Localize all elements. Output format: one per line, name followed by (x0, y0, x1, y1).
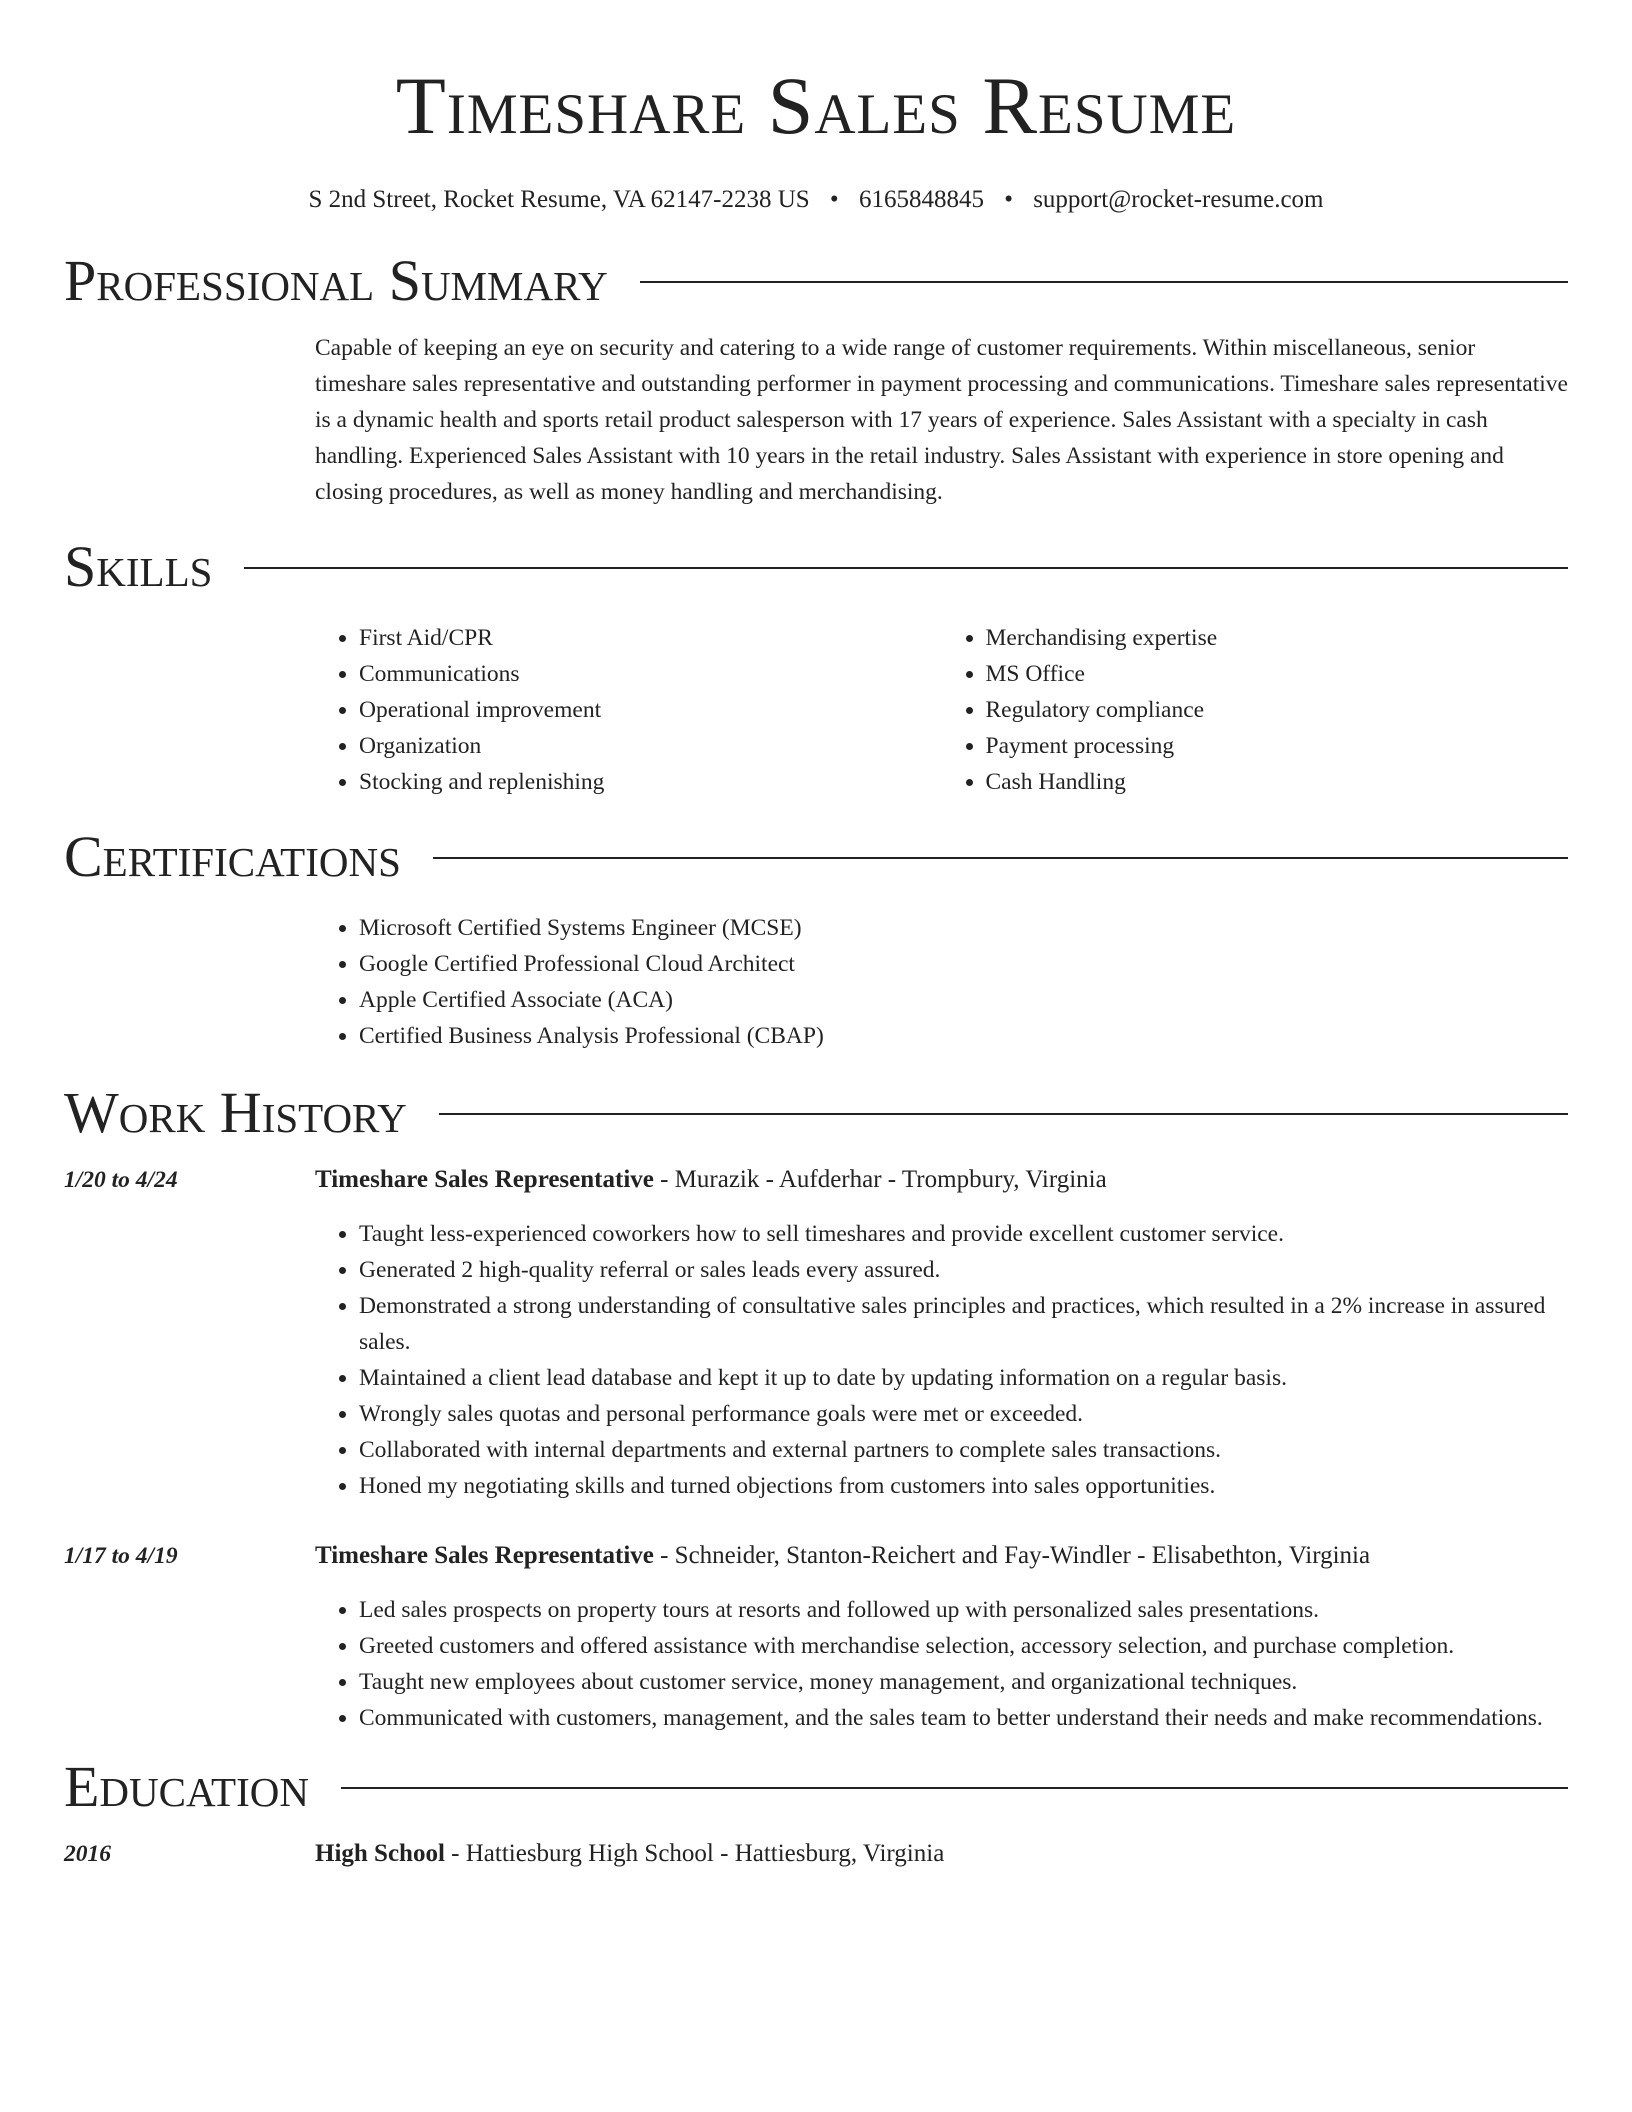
education-body (64, 1836, 1568, 1872)
contact-phone: 6165848845 (858, 186, 984, 213)
job-title: Timeshare Sales Representative (315, 1542, 654, 1569)
job-content (315, 1162, 1568, 1504)
work-header (64, 1082, 1568, 1144)
certification-item: • Apple Certified Associate (ACA) (359, 982, 1568, 1018)
job-bullet: • Led sales prospects on property tours at resorts and followed up with personalized sales presentations. (359, 1592, 1568, 1628)
education-header-line (315, 1836, 1568, 1872)
job-title: Timeshare Sales Representative (315, 1166, 654, 1193)
education-details: - Hattiesburg High School - Hattiesburg, Virginia (444, 1840, 945, 1867)
job-header (315, 1162, 1568, 1198)
certifications-section (64, 826, 1568, 1054)
work-heading: Work History (64, 1080, 407, 1145)
section-divider (433, 857, 1568, 859)
education-section (64, 1756, 1568, 1872)
certifications-body (315, 910, 1568, 1054)
work-section (64, 1082, 1568, 1736)
section-divider (341, 1787, 1568, 1789)
skill-item: • First Aid/CPR (359, 620, 942, 656)
skill-item: • Cash Handling (986, 764, 1569, 800)
summary-header (64, 250, 1568, 312)
skill-item: • Merchandising expertise (986, 620, 1569, 656)
section-divider (244, 567, 1568, 569)
job-dates: 1/17 to 4/19 (64, 1543, 178, 1569)
resume-title: Timeshare Sales Resume (395, 60, 1237, 151)
job-header (315, 1538, 1568, 1574)
skills-grid (315, 620, 1568, 800)
section-divider (640, 281, 1568, 283)
education-header (64, 1756, 1568, 1818)
contact-email: support@rocket-resume.com (1033, 186, 1324, 213)
job-entry (64, 1538, 1568, 1736)
contact-line (64, 184, 1568, 216)
certification-item: • Microsoft Certified Systems Engineer (MCSE) (359, 910, 1568, 946)
job-bullets (315, 1216, 1568, 1504)
education-year: 2016 (64, 1841, 111, 1867)
skill-item: • MS Office (986, 656, 1569, 692)
job-bullet: • Generated 2 high-quality referral or sales leads every assured. (359, 1252, 1568, 1288)
skill-item: • Communications (359, 656, 942, 692)
contact-separator: • (1004, 186, 1013, 213)
contact-address: S 2nd Street, Rocket Resume, VA 62147-2238 US (308, 186, 810, 213)
certifications-heading: Certifications (64, 824, 401, 889)
skill-item: • Stocking and replenishing (359, 764, 942, 800)
skill-item: • Operational improvement (359, 692, 942, 728)
job-dates: 1/20 to 4/24 (64, 1167, 178, 1193)
contact-separator: • (829, 186, 839, 213)
job-details: - Schneider, Stanton-Reichert and Fay-Windler - Elisabethton, Virginia (653, 1542, 1371, 1569)
summary-body (315, 330, 1568, 510)
summary-heading: Professional Summary (64, 248, 608, 313)
job-entry (64, 1162, 1568, 1504)
certification-item: • Google Certified Professional Cloud Architect (359, 946, 1568, 982)
job-bullet: • Taught new employees about customer service, money management, and organizational techniques. (359, 1664, 1568, 1700)
skill-item: • Organization (359, 728, 942, 764)
education-content (315, 1836, 1568, 1872)
job-bullet: • Collaborated with internal departments and external partners to complete sales transactions. (359, 1432, 1568, 1468)
job-bullet: • Communicated with customers, management, and the sales team to better understand their needs and make recommendations. (359, 1700, 1568, 1736)
job-bullet: • Demonstrated a strong understanding of consultative sales principles and practices, which resulted in a 2% increase in assured sales. (359, 1288, 1568, 1360)
section-divider (439, 1113, 1568, 1115)
skills-list-right (942, 620, 1569, 800)
job-bullet: • Wrongly sales quotas and personal performance goals were met or exceeded. (359, 1396, 1568, 1432)
certifications-list (315, 910, 1568, 1054)
summary-text: Capable of keeping an eye on security and catering to a wide range of customer requirements. Within miscellaneous, senior timeshare sales representative and outstanding performer in payment processing and communications. Timeshare sales representative is a dynamic health and sports retail product salesperson with 17 years of experience. Sales Assistant with a specialty in cash handling. Experienced Sales Assistant with 10 years in the retail industry. Sales Assistant with experience in store opening and closing procedures, as well as money handling and merchandising. (315, 335, 1568, 505)
education-entry (64, 1836, 1568, 1872)
summary-section (64, 250, 1568, 510)
education-heading: Education (64, 1754, 309, 1819)
job-bullet: • Taught less-experienced coworkers how to sell timeshares and provide excellent customer service. (359, 1216, 1568, 1252)
skill-item: • Regulatory compliance (986, 692, 1569, 728)
skills-section (64, 536, 1568, 800)
certifications-header (64, 826, 1568, 888)
skills-header (64, 536, 1568, 598)
job-bullet: • Honed my negotiating skills and turned objections from customers into sales opportunities. (359, 1468, 1568, 1504)
job-content (315, 1538, 1568, 1736)
skill-item: • Payment processing (986, 728, 1569, 764)
job-bullet: • Greeted customers and offered assistance with merchandise selection, accessory selection, and purchase completion. (359, 1628, 1568, 1664)
job-bullet: • Maintained a client lead database and kept it up to date by updating information on a regular basis. (359, 1360, 1568, 1396)
work-body (64, 1162, 1568, 1736)
job-details: - Murazik - Aufderhar - Trompbury, Virginia (653, 1166, 1107, 1193)
job-bullets (315, 1592, 1568, 1736)
education-degree: High School (315, 1840, 445, 1867)
certification-item: • Certified Business Analysis Professional (CBAP) (359, 1018, 1568, 1054)
skills-heading: Skills (64, 534, 213, 599)
skills-list-left (315, 620, 942, 800)
